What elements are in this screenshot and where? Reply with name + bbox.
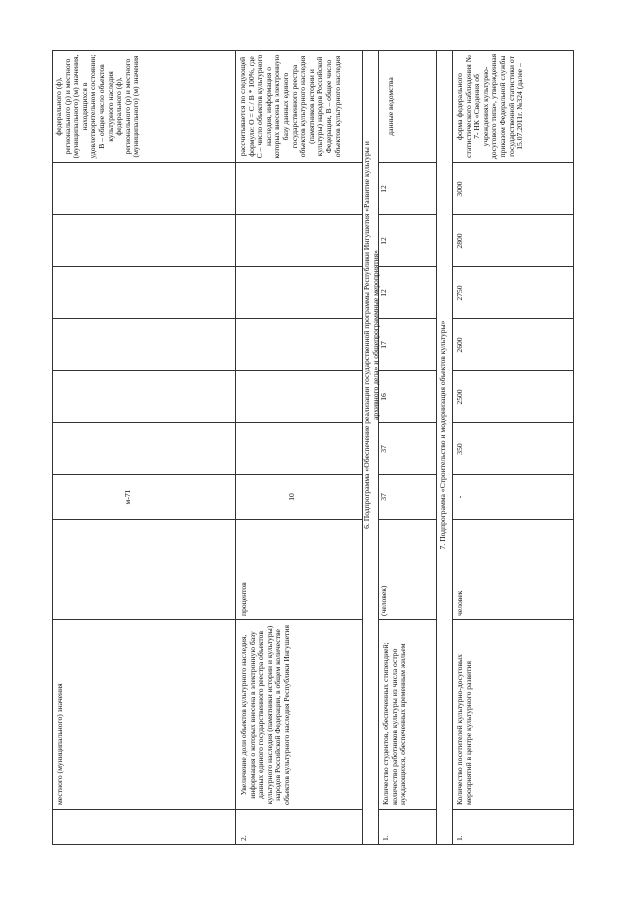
col-line <box>452 619 574 620</box>
table-border-top <box>52 50 53 845</box>
col-line <box>452 214 574 215</box>
s7-base-value: - <box>455 495 464 499</box>
s6-value-5: 12 <box>379 237 388 245</box>
table-border-left <box>52 844 574 845</box>
row2-indicator-name: Увеличение доли объектов культурного наследия, информация о которых внесена в электронную базу данных единого государственного реестра объектов культурного наследия (памятники истории и культуры) народов Российской Федерации, в общем количестве объектов культурного наследия Республики Ингушетия <box>239 625 291 805</box>
s6-value-2: 16 <box>379 393 388 401</box>
row-divider <box>436 50 437 845</box>
row2-base-value: 10 <box>287 493 296 501</box>
col-line <box>378 266 436 267</box>
subprogram-6-title: 6. Подпрограмма «Обеспечение реализации государственной программы Республики Ингушетия «Развитие культуры и архивного дела» и общепрограммные мероприятия» <box>362 141 380 529</box>
col-line <box>378 619 436 620</box>
s6-row-number: 1. <box>381 835 390 841</box>
col-line <box>52 422 362 423</box>
s7-value-6: 3000 <box>455 181 464 197</box>
subprogram-7-title: 7. Подпрограмма «Строительство и модернизация объектов культуры» <box>438 320 447 550</box>
s6-unit: (человек) <box>379 585 388 616</box>
rotated-indicator-table <box>52 50 574 845</box>
col-line <box>452 162 574 163</box>
col-line <box>452 266 574 267</box>
col-line <box>378 214 436 215</box>
row1-indicator-name: местного (муниципального) значения <box>55 683 64 805</box>
col-line <box>52 214 362 215</box>
col-line <box>52 619 362 620</box>
col-line <box>378 318 436 319</box>
s6-value-6: 12 <box>379 185 388 193</box>
col-line <box>378 162 436 163</box>
col-line <box>452 422 574 423</box>
s7-indicator-name: Количество посетителей культурно-досуговых мероприятий в центре культурного развития <box>455 654 473 805</box>
col-line <box>52 318 362 319</box>
row1-base-value: м-71 <box>123 489 132 505</box>
s7-value-3: 2600 <box>455 337 464 353</box>
col-line <box>52 519 362 520</box>
col-line <box>378 809 436 810</box>
s6-indicator-name: Количество студентов, обеспеченных стипендией; количество работников культуры из числа остро нуждающихся, обеспеченных временным жильем <box>381 642 408 805</box>
s7-row-number: 1. <box>455 835 464 841</box>
row1-calc-method: федерального (ф), регионального (р) и местного (муниципального) (м) значения, находящихся в удовлетворительном состоянии; В – общее число объектов культурного наследия федерального (ф), регионального (р) и местного (муниципального) (м) значения <box>54 54 141 159</box>
col-line <box>378 519 436 520</box>
col-line <box>52 474 362 475</box>
col-line <box>52 809 362 810</box>
col-line <box>378 422 436 423</box>
s7-value-2: 2500 <box>455 389 464 405</box>
s7-value-1: 350 <box>455 443 464 455</box>
row2-calc-method: рассчитывается по следующей формуле: О = С / В * 100%, где С – число объектов культурного наследия, информация о которых внесена в электронную базу данных единого государственного реестра объектов культурного наследия (памятников истории и культуры) народов Российской Федерации, В – общее число объектов культурного наследия <box>238 54 342 159</box>
s7-value-4: 2750 <box>455 285 464 301</box>
row2-number: 2. <box>239 835 248 841</box>
col-line <box>452 318 574 319</box>
s7-value-5: 2800 <box>455 233 464 249</box>
row2-unit: процентов <box>239 582 248 616</box>
s7-unit: человек <box>455 590 464 616</box>
s6-calc-method: данные ведомства <box>386 77 395 136</box>
row-divider <box>235 50 236 845</box>
col-line <box>378 370 436 371</box>
s6-value-1: 37 <box>379 445 388 453</box>
col-line <box>52 370 362 371</box>
s6-value-3: 17 <box>379 341 388 349</box>
col-line <box>52 162 362 163</box>
col-line <box>452 370 574 371</box>
col-line <box>452 519 574 520</box>
s6-base-value: 37 <box>379 493 388 501</box>
col-line <box>452 809 574 810</box>
row-divider <box>452 50 453 845</box>
s6-value-4: 12 <box>379 289 388 297</box>
col-line <box>452 474 574 475</box>
table-border-bottom <box>573 50 574 845</box>
s7-calc-method: форма федерального статистического наблюдения № 7- НК «Сведения об учреждениях культурно-досугового типа», утвержденная приказом Федеральной службы государственной статистики от 15.07.2011г. №324 (далее – <box>455 53 525 160</box>
table-border-right <box>52 50 574 51</box>
col-line <box>52 266 362 267</box>
